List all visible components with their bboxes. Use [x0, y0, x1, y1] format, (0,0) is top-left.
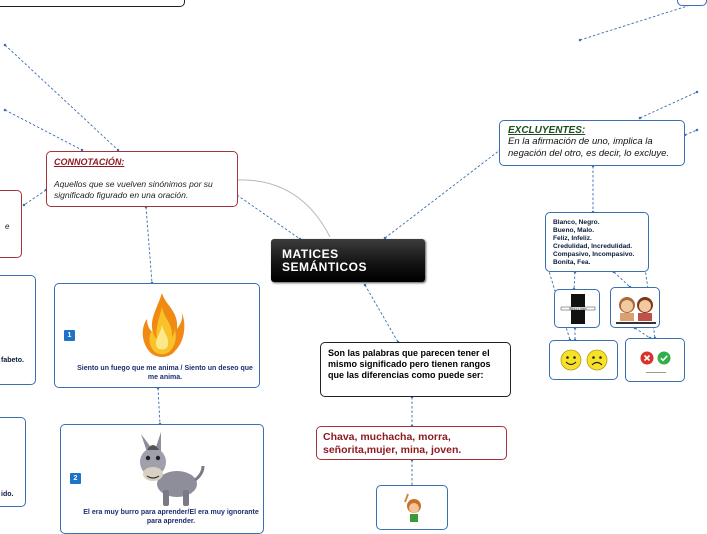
- person-icon: [403, 492, 425, 522]
- exclusive-node[interactable]: [499, 120, 685, 166]
- example1-number: 1: [64, 330, 75, 341]
- pair-item: Blanco, Negro.: [553, 219, 600, 226]
- partial-top-right-node[interactable]: [677, 0, 707, 6]
- pair-item: Feliz, Infeliz.: [553, 235, 592, 242]
- link-right-edge: [640, 92, 697, 118]
- partial-left-text: e: [5, 222, 10, 231]
- check-cross-node[interactable]: [625, 338, 685, 382]
- example2-caption: El era muy burro para aprender/El era muy ignorante para aprender.: [83, 509, 259, 525]
- black-white-icon: [561, 294, 595, 324]
- smileys-node[interactable]: [549, 340, 618, 380]
- link-left-upper: [5, 110, 82, 150]
- examples-text: Chava, muchacha, morra, señorita,mujer, mina, joven.: [323, 431, 462, 456]
- example1-caption: Siento un fuego que me anima / Siento un deseo que me anima.: [77, 365, 253, 381]
- link-pairs-faces: [614, 272, 630, 287]
- pairs-node[interactable]: [545, 212, 649, 272]
- link-pairs-bw: [574, 272, 575, 289]
- partial-left-text: ido.: [1, 491, 14, 498]
- examples-node[interactable]: [316, 426, 507, 460]
- pairs-list: [553, 219, 641, 267]
- link-central-exclusive: [385, 150, 500, 238]
- central-title-line1: MATICES: [282, 247, 339, 261]
- black-white-node[interactable]: [554, 289, 600, 328]
- link-top-left: [5, 45, 118, 150]
- pair-item: Credulidad, Incredulidad.: [553, 243, 633, 250]
- faces-node[interactable]: [610, 287, 660, 328]
- synonyms-text: Son las palabras que parecen tener el mismo significado pero tienen rangos que las diferencias como puede ser:: [328, 348, 491, 380]
- cross-icon: [640, 351, 654, 365]
- link-example1-example2: [158, 388, 160, 424]
- link-faces-check: [635, 328, 650, 338]
- link-connotation-left: [24, 190, 46, 205]
- pair-item: Compasivo, Incompasivo.: [553, 251, 635, 258]
- pair-item: Bueno, Malo.: [553, 227, 595, 234]
- connotation-node[interactable]: [46, 151, 238, 207]
- sad-face-icon: [586, 349, 608, 371]
- pair-item: Bonita, Fea.: [553, 259, 591, 266]
- link-gray-curve: [237, 180, 330, 237]
- synonyms-node[interactable]: [320, 342, 511, 397]
- central-title-line2: SEMÁNTICOS: [282, 260, 368, 274]
- check-cross-underline: [646, 372, 666, 373]
- smiley-icon: [560, 349, 582, 371]
- link-central-synonyms: [365, 285, 398, 342]
- link-exclusive-right: [685, 130, 697, 135]
- exclusive-text: En la afirmación de uno, implica la negación del otro, es decir, lo excluye.: [508, 136, 670, 159]
- partial-left-example-node-2[interactable]: [0, 417, 26, 507]
- link-connotation-central: [237, 195, 300, 239]
- link-connotation-example1: [146, 207, 152, 283]
- example2-node[interactable]: [60, 424, 264, 534]
- svg-text:Blanco y negro: Blanco y negro: [569, 307, 587, 311]
- example1-node[interactable]: [54, 283, 260, 388]
- fire-icon: [139, 291, 185, 363]
- person-node[interactable]: [376, 485, 448, 530]
- central-topic[interactable]: [271, 239, 425, 282]
- partial-left-example-node[interactable]: [0, 275, 36, 385]
- partial-left-text: fabeto.: [1, 357, 24, 364]
- check-icon: [657, 351, 671, 365]
- example2-number: 2: [70, 473, 81, 484]
- partial-top-node[interactable]: [0, 0, 185, 7]
- connotation-text: Aquellos que se vuelven sinónimos por su significado figurado en una oración.: [54, 179, 213, 200]
- donkey-icon: [133, 430, 205, 508]
- exclusive-title: EXCLUYENTES:: [508, 125, 586, 136]
- link-top-right: [580, 3, 697, 40]
- faces-icon: [616, 293, 656, 325]
- connotation-title: CONNOTACIÓN:: [54, 157, 125, 167]
- partial-left-red-node[interactable]: [0, 190, 22, 258]
